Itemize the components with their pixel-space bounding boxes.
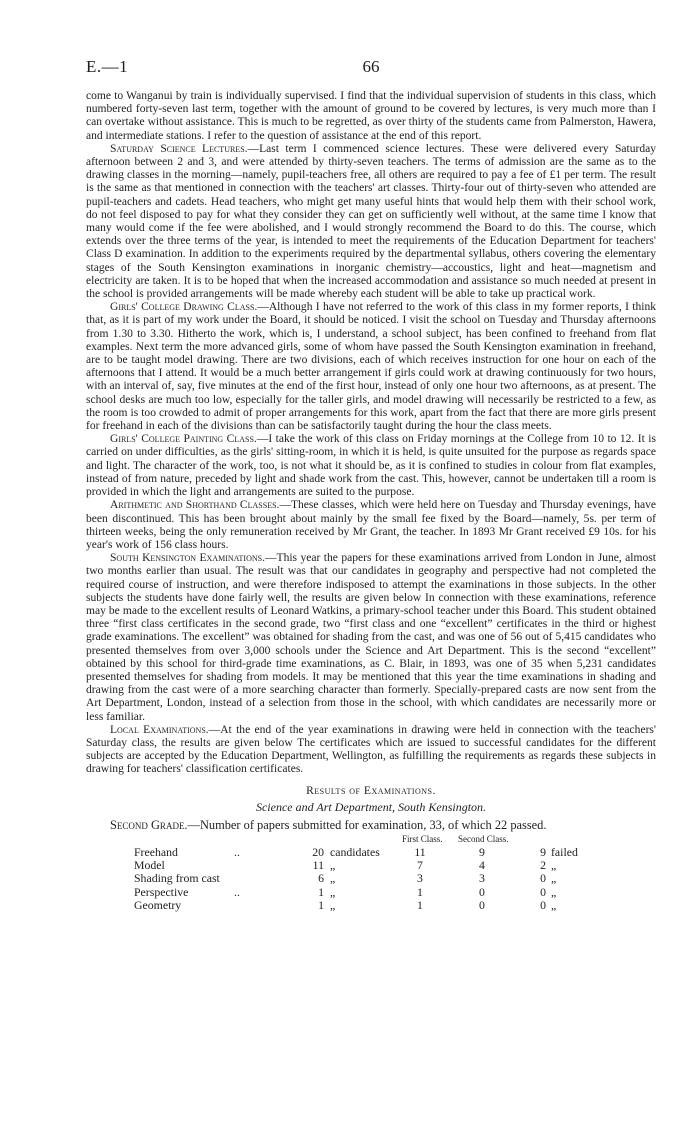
column-header-second-class: Second Class. — [458, 833, 509, 844]
paragraph-arithmetic-shorthand — [86, 499, 656, 552]
column-header-first-class: First Class. — [402, 833, 443, 844]
section-heading: South Kensington Examinations. — [110, 552, 265, 565]
page-number: 66 — [362, 57, 380, 76]
paragraph-text: —These classes, which were held here on Tuesday and Thursday evenings, have been discontinued. This has been brought about mainly by the small fee fixed by the Board—namely, 5s. per term of thirteen weeks, being the only remuneration received by Mr Grant, the teacher. In 1893 Mr Grant received £9 10s. for his year's work of 156 class hours. — [86, 499, 657, 551]
row-candidates: 20 — [312, 844, 324, 859]
paragraph-girls-college-painting — [86, 433, 656, 499]
row-failed: 2 — [540, 858, 546, 873]
page-header — [86, 57, 656, 81]
row-failed: 0 — [540, 884, 546, 899]
row-first-class: 3 — [417, 871, 423, 886]
row-failed-unit: „ — [551, 858, 557, 873]
paragraph-text: —This year the papers for these examinations arrived from London in June, almost two months earlier than usual. The result was that our candidates in geography and perspective had not completed the required course of instruction, and were therefore indisposed to attempt the examinations in those subjects. In the other subjects the students have done fairly well, the results are given below In connection with these examinations, reference may be made to the excellent results of Leonard Watkins, a primary-school teacher under this Board. This student obtained three “first class certificates in the second grade, two “first class and one “excellent” certificates in the third or highest grade examinations. The excellent” was obtained for shading from the cast, and was one of 56 out of 5,415 candidates who presented themselves from over 3,000 schools under the Science and Art Department. This is the second “excellent” obtained by this school for third-grade time examinations, as C. Blair, in 1893, was one of 35 when 5,231 candidates presented themselves for shading from models. It may be mentioned that this year the time examinations in shading and drawing from the cast were of a more searching character than formerly. Specially-prepared casts are now sent from the Art Department, London, instead of a selection from those in the school, with which candidates are necessarily more or less familiar. — [86, 552, 656, 723]
results-table — [86, 846, 656, 912]
paragraph-text: —I take the work of this class on Friday mornings at the College from 10 to 12. It is carried on under difficulties, as the girls' sitting-room, in which it is held, is quite unsuited for the purpose as regards space and light. The character of the work, too, is not what it should be, as it is confined to studies in colour from flat examples, instead of from nature, preceded by light and shade work from the cast. This, however, cannot be undertaken till a room is provided in which the light and arrangements are suited to the purpose. — [86, 433, 656, 499]
row-failed-unit: „ — [551, 871, 557, 886]
row-subject: Geometry — [134, 897, 182, 912]
paragraph-text: —Although I have not referred to the work of this class in my former reports, I think that, as it is part of my work under the Board, it should be noticed. I visit the school on Tuesday and Thursday afternoons from 1.30 to 3.30. Hitherto the work, which is, I understand, a school subject, has been confined to freehand from flat examples. Next term the more advanced girls, some of whom have passed the South Kensington examination in freehand, are to be taught model drawing. There are two divisions, each of which receives instruction for one hour on each of the afternoons that I attend. It would be a much better arrangement if girls could work at drawing continuously for two hours, with an interval of, say, five minutes at the end of the first hour, instead of only one hour two afternoons, as at present. The school desks are much too low, especially for the taller girls, and model drawing will necessarily be restricted to a few, as the room is too crowded to admit of proper arrangements for this work, apart from the fact that there are more girls present for freehand in each of the divisions than can be satisfactorily taught during the hour the class meets. — [86, 301, 656, 433]
paragraph-south-kensington — [86, 552, 656, 724]
row-candidates: 6 — [318, 871, 324, 886]
paragraph-continuation — [86, 90, 656, 143]
table-row — [86, 872, 656, 885]
row-candidates: 1 — [318, 897, 324, 912]
row-second-class: 3 — [479, 871, 485, 886]
row-candidates: 11 — [312, 858, 324, 873]
grade-heading: Second Grade. — [110, 817, 188, 832]
row-candidates-unit: „ — [330, 871, 336, 886]
row-candidates: 1 — [318, 884, 324, 899]
row-failed-unit: failed — [551, 844, 578, 859]
second-grade-summary — [86, 818, 656, 832]
paragraph-girls-college-drawing — [86, 301, 656, 433]
row-first-class: 1 — [417, 897, 423, 912]
page-body — [86, 90, 656, 912]
row-first-class: 7 — [417, 858, 423, 873]
paragraph-local-examinations — [86, 724, 656, 777]
row-candidates-unit: „ — [330, 897, 336, 912]
row-failed-unit: „ — [551, 897, 557, 912]
row-failed: 0 — [540, 897, 546, 912]
section-heading: Arithmetic and Shorthand Classes. — [110, 499, 280, 512]
section-heading: Girls' College Drawing Class. — [110, 301, 258, 314]
row-subject: Perspective — [134, 884, 189, 899]
section-heading: Saturday Science Lectures. — [110, 142, 248, 155]
section-heading: Girls' College Painting Class. — [110, 433, 257, 446]
row-second-class: 0 — [479, 884, 485, 899]
row-leader-dots: .. — [234, 844, 240, 859]
paragraph-text: —Last term I commenced science lectures. These were delivered every Saturday afternoon between 2 and 3, and were attended by thirty-seven teachers. The terms of admission are the same as to the drawing classes in the morning—namely, pupil-teachers free, all others are required to pay a fee of £1 per term. The result is the same as that mentioned in connection with the teachers' art classes. Thirty-four out of thirty-seven who attended are pupil-teachers and cadets. Head teachers, who might get many useful hints that would help them with their school work, do not feel disposed to pay for what they consider they can get on sufficiently well without, at the same time I know that many would come if the fee were abolished, and I would strongly recommend the Board to do this. The course, which extends over the three terms of the year, is intended to meet the requirements of the Education Department for teachers' Class D examination. In addition to the experiments required by the departmental syllabus, others covering the elementary stages of the South Kensington examinations in inorganic chemistry—accoustics, light and heat—magnetism and electricity are taken. It is to be hoped that when the increased accommodation and assistance so much needed at present in the school is provided arrangements will be made whereby each student will be able to take up practical work. — [86, 142, 656, 301]
table-row — [86, 899, 656, 912]
paragraph-saturday-science-lectures — [86, 143, 656, 301]
row-first-class: 11 — [414, 844, 426, 859]
row-second-class: 4 — [479, 858, 485, 873]
row-second-class: 0 — [479, 897, 485, 912]
row-first-class: 1 — [417, 884, 423, 899]
row-subject: Shading from cast — [134, 871, 220, 886]
table-row — [86, 846, 656, 859]
row-failed: 0 — [540, 871, 546, 886]
row-candidates-unit: „ — [330, 858, 336, 873]
document-code: E.—1 — [86, 57, 129, 76]
row-second-class: 9 — [479, 844, 485, 859]
row-candidates-unit: „ — [330, 884, 336, 899]
section-heading: Local Examinations. — [110, 723, 209, 736]
results-title: Results of Examinations. — [306, 784, 436, 797]
row-failed: 9 — [540, 844, 546, 859]
row-leader-dots: .. — [234, 884, 240, 899]
table-row — [86, 886, 656, 899]
grade-text: —Number of papers submitted for examination, 33, of which 22 passed. — [187, 817, 547, 832]
row-candidates-unit: candidates — [330, 844, 380, 859]
paragraph-text: —At the end of the year examinations in drawing were held in connection with the teachers' Saturday class, the results are given below The certificates which are issued to successful candidates for the different subjects are accepted by the Education Department, Wellington, as fulfilling the requirements as regards these subjects in drawing for teachers' classification certificates. — [86, 723, 656, 776]
paragraph-text: come to Wanganui by train is individually supervised. I find that the individual supervision of students in this class, which numbered forty-seven last term, together with the amount of ground to be covered by lectures, is very much more than I can overtake without assistance. This is much to be regretted, as over thirty of the students came from Palmerston, Hawera, and intermediate stations. I refer to the question of assistance at the end of this report. — [86, 90, 656, 142]
results-subtitle: Science and Art Department, South Kensington. — [255, 799, 487, 814]
row-subject: Freehand — [134, 844, 178, 859]
row-failed-unit: „ — [551, 884, 557, 899]
row-subject: Model — [134, 858, 165, 873]
